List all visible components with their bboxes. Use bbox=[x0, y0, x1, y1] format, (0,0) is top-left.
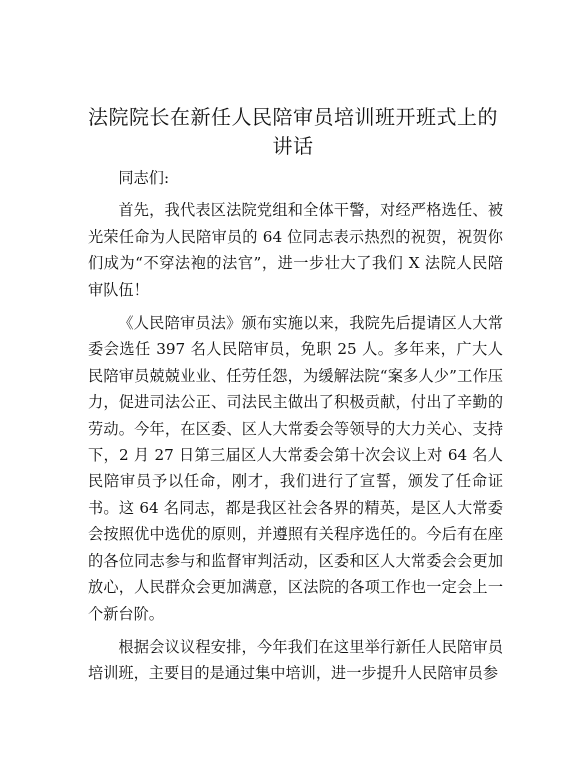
paragraph-3: 根据会议议程安排，今年我们在这里举行新任人民陪审员培训班，主要目的是通过集中培训，进一步提升人民陪审员参 bbox=[88, 637, 503, 683]
document-body bbox=[88, 165, 503, 687]
salutation: 同志们: bbox=[118, 169, 170, 187]
document-title: 法院院长在新任人民陪审员培训班开班式上的讲话 bbox=[88, 105, 498, 158]
paragraph-1: 首先，我代表区法院党组和全体干警，对经严格选任、被光荣任命为人民陪审员的 64 位同志表示热烈的祝贺，祝贺你们成为“不穿法袍的法官”，进一步壮大了我们 X 法院人民陪审队伍！ bbox=[88, 201, 503, 299]
paragraph-2: 《人民陪审员法》颁布实施以来，我院先后提请区人大常委会选任 397 名人民陪审员，免职 25 人。多年来，广大人民陪审员兢兢业业、任劳任怨，为缓解法院“案多人少”工作压力，促进司法公正、司法民主做出了积极贡献，付出了辛勤的劳动。今年，在区委、区人大常委会等领导的大力关心、支持下，2 月 27 日第三届区人大常委会第十次会议上对 64 名人民陪审员予以任命，刚才，我们进行了宣誓，颁发了任命证书。这 64 名同志，都是我区社会各界的精英，是区人大常委会按照优中选优的原则，并遵照有关程序选任的。今后有在座的各位同志参与和监督审判活动，区委和区人大常委会会更加放心，人民群众会更加满意，区法院的各项工作也一定会上一个新台阶。 bbox=[88, 314, 503, 623]
